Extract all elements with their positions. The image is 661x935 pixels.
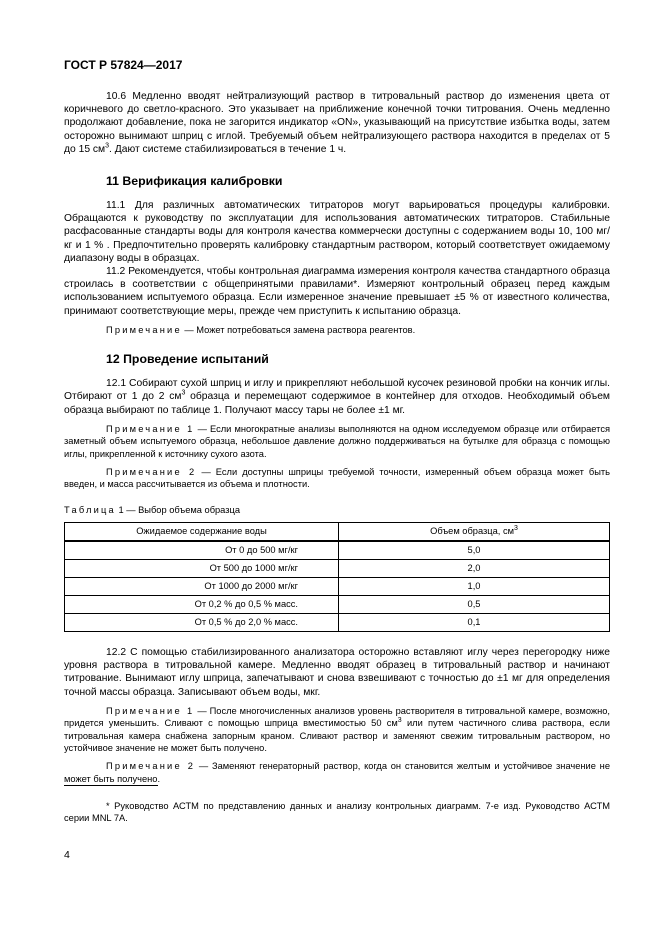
table-cell: 0,1 [339,613,610,631]
table-cell: От 0 до 500 мг/кг [65,541,339,560]
paragraph-12-1: 12.1 Собирают сухой шприц и иглу и прикрепляют небольшой кусочек резиновой пробки на кончик иглы. Отбирают от 1 до 2 $см^3$ образца и перемещают содержимое в контейнер для отходов. Необходимый объем образца выбирают по таблице 1. Получают массу тары не более ±1 мг. [64,378,610,416]
footnote-divider [64,785,158,786]
table-cell: 1,0 [339,577,610,595]
note-12-2-2: Примечание 2 — Заменяют генераторный раствор, когда он становится желтым и устойчивое значение не может быть получено. [64,761,610,784]
section-11-title: 11 Верификация калибровки [106,174,283,189]
table-cell: От 0,5 % до 2,0 % масс. [65,613,339,631]
page-content [64,90,610,785]
table-header-water: Ожидаемое содержание воды [65,522,339,541]
paragraph-11-2: 11.2 Рекомендуется, чтобы контрольная диаграмма измерения контроля качества стандартного образца строилась в соответствии с общепринятыми правилами*. Измеряют контрольный образец перед каждым использованием испытуемого образца. Если измеренное значение превышает ±5 % от известного количества, принимают соответствующие меры, прежде чем приступить к испытанию образца. [64,266,610,317]
table-cell: 5,0 [339,541,610,560]
paragraph-12-2: 12.2 С помощью стабилизированного анализатора осторожно вставляют иглу через перегородку ниже уровня раствора в титровальной камере. Медленно вводят образец в титровальный раствор и начинают титрование. Вынимают иглу шприца, запечатывают и снова взвешивают с точностью до ±1 мг для определения точной массы образца. Записывают объем воды, мкг. [64,646,610,698]
table-cell: От 500 до 1000 мг/кг [65,559,339,577]
table-cell: 2,0 [339,559,610,577]
note-12-2: Примечание 2 — Если доступны шприцы требуемой точности, измеренный объем образца может быть введен, и масса рассчитывается из объема и плотности. [64,467,610,490]
sample-volume-table [64,522,610,632]
paragraph-11-1: 11.1 Для различных автоматических титраторов могут варьироваться процедуры калибровки. Обращаются к руководству по эксплуатации для использования автоматических титраторов. Стабильные расфасованные стандарты воды для контроля качества коммерчески доступны с содержанием воды 10, 100 мг/кг и 1 % . Предпочтительно проверять калибровку стандартным раствором, который соответствует ожидаемому диапазону воды в образцах. [64,200,610,264]
table-row [65,559,610,577]
footnote: * Руководство АСТМ по представлению данных и анализу контрольных диаграмм. 7-е изд. Руководство АСТМ серии MNL 7A. [64,801,610,824]
table-row [65,577,610,595]
note-11: Примечание — Может потребоваться замена раствора реагентов. [106,324,416,335]
table-caption: Таблица 1 — Выбор объема образца [64,504,241,515]
note-12-1: Примечание 1 — Если многократные анализы выполняются на одном исследуемом образце или отбирается заметный объем испытуемого образца, небольшое давление должно поддерживаться на бутылке для образца с помощью иглы, прикрепленной к источнику сухого азота. [64,423,611,459]
section-12-title: 12 Проведение испытаний [106,352,269,367]
table-row [65,613,610,631]
document-header: ГОСТ Р 57824—2017 [64,58,183,72]
table-row [65,595,610,613]
table-header-volume: Объем образца, $см^3$ [339,522,610,541]
table-cell: От 1000 до 2000 мг/кг [65,577,339,595]
note-12-2-1: Примечание 1 — После многочисленных анализов уровень растворителя в титровальной камере, возможно, придется уменьшить. Сливают с помощью шприца вместимостью 50 $см^3$ или путем частичного слива раствора, если титровальная камера снабжена запорным краном. Сливают раствор и заменяют свежим титровальным раствором, но устойчивое значение не может быть получено. [64,705,610,753]
table-row [65,541,610,560]
paragraph-10-6: 10.6 Медленно вводят нейтрализующий раствор в титровальный раствор до изменения цвета от коричневого до светло-красного. Это указывает на приближение конечной точки титрования. Очень медленно продолжают добавление, пока не загорится индикатор «ON», указывающий на присутствие избытка воды, затем осторожно вынимают шприц с иглой. Требуемый объем нейтрализующего раствора находится в пределах от 5 до 15 $см^3$. Дают системе стабилизироваться в течение 1 ч. [64,91,610,155]
page-number: 4 [64,849,70,861]
table-cell: От 0,2 % до 0,5 % масс. [65,595,339,613]
table-cell: 0,5 [339,595,610,613]
